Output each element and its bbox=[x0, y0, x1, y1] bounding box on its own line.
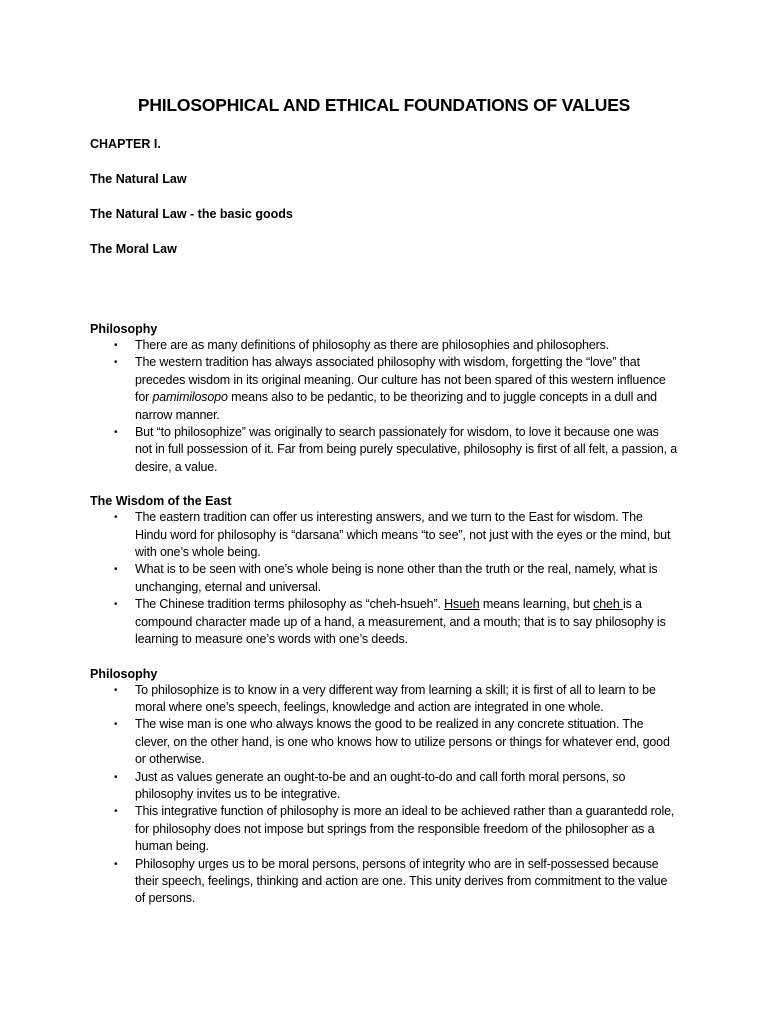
bullet-marker: • bbox=[114, 771, 118, 783]
list-item-text: The Chinese tradition terms philosophy as “cheh-hsueh”. bbox=[135, 597, 445, 612]
list-item bbox=[90, 856, 678, 908]
bullet-marker: • bbox=[114, 357, 118, 369]
list-item bbox=[90, 509, 678, 561]
list-item bbox=[90, 769, 678, 804]
bullet-list bbox=[90, 337, 678, 476]
list-item-text: means learning, but bbox=[479, 597, 594, 612]
bullet-marker: • bbox=[114, 427, 118, 439]
list-item bbox=[90, 596, 678, 648]
bullet-marker: • bbox=[114, 806, 118, 818]
section-title-philosophy: Philosophy bbox=[90, 322, 158, 336]
list-item-text: The western tradition has always associated philosophy with wisdom, forgetting the “love” that precedes wisdom in its original meaning. Our culture has not been spared of this western influence for bbox=[135, 355, 666, 405]
bullet-list bbox=[90, 509, 678, 648]
list-item-text: What is to be seen with one’s whole being is none other than the truth or the real, namely, what is unchanging, eternal and universal. bbox=[135, 562, 658, 594]
bullet-marker: • bbox=[114, 564, 118, 576]
list-item bbox=[90, 424, 678, 476]
list-item bbox=[90, 354, 678, 424]
list-item-text: means also to be pedantic, to be theorizing and to juggle concepts in a dull and narrow manner. bbox=[135, 390, 657, 422]
list-item-text: The eastern tradition can offer us interesting answers, and we turn to the East for wisdom. The Hindu word for philosophy is “darsana” which means “to see”, not just with the eyes or the mind, but with one’s whole being. bbox=[135, 510, 671, 560]
list-item-text: The wise man is one who always knows the good to be realized in any concrete stituation. The clever, on the other hand, is one who knows how to utilize persons or things for whatever end, good or otherwise. bbox=[135, 717, 670, 767]
bullet-marker: • bbox=[114, 684, 118, 696]
document-title: PHILOSOPHICAL AND ETHICAL FOUNDATIONS OF VALUES bbox=[137, 95, 631, 115]
bullet-marker: • bbox=[114, 858, 118, 870]
list-item bbox=[90, 803, 678, 855]
list-item-text: But “to philosophize” was originally to search passionately for wisdom, to love it because one was not in full possession of it. Far from being purely speculative, philosophy is first of all felt, a passion, a desire, a value. bbox=[135, 425, 678, 474]
list-item bbox=[90, 716, 678, 768]
list-item-text: To philosophize is to know in a very different way from learning a skill; it is first of all to learn to be moral where one’s speech, feelings, knowledge and action are integrated in one whole. bbox=[135, 682, 656, 714]
list-item bbox=[90, 337, 678, 354]
italic-term: pamimilosopo bbox=[152, 390, 228, 405]
list-item-text: is a compound character made up of a hand, a measurement, and a mouth; that is to say philosophy is learning to measure one’s words with one’s deeds. bbox=[135, 597, 666, 647]
list-item bbox=[90, 561, 678, 596]
list-item-text: Philosophy urges us to be moral persons, persons of integrity who are in self-possessed because their speech, feelings, thinking and action are one. This unity derives from commitment to the value of persons. bbox=[135, 856, 668, 906]
bullet-marker: • bbox=[114, 599, 118, 611]
underlined-term: Hsueh bbox=[444, 597, 480, 612]
underlined-term: cheh bbox=[593, 597, 623, 612]
list-item-text: There are as many definitions of philosophy as there are philosophies and philosophers. bbox=[135, 338, 610, 352]
topic-heading-basic-goods: The Natural Law - the basic goods bbox=[90, 207, 293, 221]
bullet-marker: • bbox=[114, 512, 118, 524]
topic-heading-moral-law: The Moral Law bbox=[90, 242, 177, 256]
chapter-heading: CHAPTER I. bbox=[90, 137, 161, 151]
bullet-marker: • bbox=[114, 719, 118, 731]
bullet-list bbox=[90, 682, 678, 908]
bullet-marker: • bbox=[114, 340, 118, 351]
section-title-philosophy-2: Philosophy bbox=[90, 666, 158, 681]
section-title-wisdom-of-the-east: The Wisdom of the East bbox=[90, 494, 232, 509]
list-item-text: Just as values generate an ought-to-be and an ought-to-do and call forth moral persons, so philosophy invites us to be integrative. bbox=[135, 769, 626, 801]
list-item bbox=[90, 682, 678, 717]
list-item-text: This integrative function of philosophy is more an ideal to be achieved rather than a guarantedd role, for philosophy does not impose but springs from the responsible freedom of the philosopher as a human being. bbox=[135, 804, 675, 854]
topic-heading-natural-law: The Natural Law bbox=[90, 172, 187, 186]
